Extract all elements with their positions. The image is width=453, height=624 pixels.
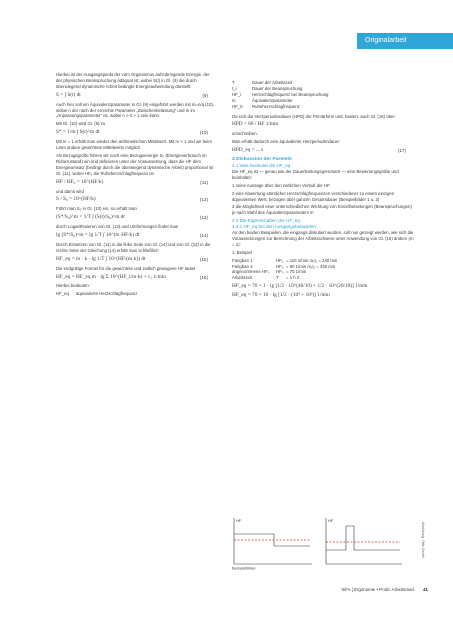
formula: S = ∫ S(t) dt bbox=[56, 91, 81, 98]
paragraph: Führt man S₀ in Gl. (10) ein, so erhält man bbox=[56, 206, 137, 212]
axis-label: HF bbox=[236, 518, 242, 523]
section-heading: 4 Diskussion der Formeln bbox=[232, 157, 292, 163]
symbol: HF_eq bbox=[56, 291, 69, 297]
level-line bbox=[326, 526, 400, 550]
subsection-heading: 4.2 Die Eigenschaften der HF_eq bbox=[232, 218, 300, 224]
formula: HPD_eq = ... s bbox=[232, 147, 264, 154]
equation-number: (10) bbox=[199, 130, 208, 136]
equation-17 bbox=[232, 148, 414, 154]
equation-number: (12) bbox=[199, 197, 208, 203]
example-title: 1. Beispiel bbox=[232, 249, 252, 255]
equation-13 bbox=[56, 215, 216, 221]
symbol: HF_i bbox=[232, 91, 242, 97]
equation-number: (16) bbox=[199, 274, 208, 280]
formula: HF_eq = HF_eq m · lg Σ 10^(HF_i/m·k) + c₁ 1/min bbox=[56, 273, 166, 280]
list-item: 3 die Möglichkeit einer unterschiedlichen Wichtung von Einzelbelastungen (Beanspruchungen) je nach Wahl des Äquivalenzparameters m bbox=[232, 204, 412, 216]
paragraph: Hierbei bedeuten: bbox=[56, 283, 90, 289]
formula: lg (S*/S₀)^m = lg 1/T ∫ 10^(m·HF/k) dt bbox=[56, 232, 140, 239]
example-symbol: HF₂ bbox=[276, 263, 284, 269]
definition: Äquivalenzparameter bbox=[252, 97, 293, 103]
equation-14 bbox=[56, 233, 216, 239]
paragraph: An den beiden Beispielen, die eingangs diskutiert wurden, soll nun gezeigt werden, wie sich die Voraussetzungen zur Berechnung der Arbeitsschwere unter Anwendung von Gl. (16) ändern (m = 1): bbox=[232, 230, 414, 247]
paragraph: Durch Einsetzen von Gl. (11) in die linke Seite von Gl. (14) und von Gl. (12) in die rechte Seite der Gleichung (14) erhält man schließlich bbox=[56, 241, 211, 253]
equation-12 bbox=[56, 197, 216, 203]
equation-number: (14) bbox=[199, 233, 208, 239]
example-label: angenommene HF₀ bbox=[232, 269, 270, 275]
equation-11 bbox=[56, 180, 216, 186]
paragraph: Als Bezugsgröße führen wir noch eine Bezugsenergie S₀ (Energieverbrauch im Ruhezustand) ein und definieren unter der Voraussetzung, dass die HF dem Energieumsatz (bedingt durch die überwiegend dynamische Arbeit) proportional ist Gl. (11), wobei HF₀ die Ruheherzschlagfrequenz ist bbox=[56, 152, 214, 176]
page-number: 41 bbox=[423, 587, 428, 592]
equation-number: (15) bbox=[199, 256, 208, 262]
example-figure bbox=[230, 514, 420, 570]
paragraph: Man erhält dadurch eine äquivalente Herzperiodendauer bbox=[232, 139, 340, 145]
paragraph: Mit m = 1 erhält man wieder den arithmetischen Mittelwert. Mit m > 1 und wir beim Lärm andere gewichtete Mittelwerte möglich. bbox=[56, 139, 212, 151]
list-item: 1 seine Aussage über den zeitlichen Verlauf der HF bbox=[232, 182, 330, 188]
subsection-heading: 4.2.1 HF_eq bei den Ausgangsbeispielen: bbox=[232, 224, 318, 230]
example-value: = 110 1/min m₁t₁ = 240 min bbox=[286, 257, 338, 263]
definition: Herzschlagfrequenz bei Beanspruchung bbox=[252, 91, 329, 97]
equation-9 bbox=[56, 93, 216, 99]
right-column bbox=[232, 80, 414, 302]
example-label: Arbeitszeit bbox=[232, 275, 253, 281]
section-badge: Originalarbeit bbox=[357, 33, 453, 49]
example-value: = 90 1/min m₁t₁ = 240 min bbox=[286, 263, 336, 269]
equation-example-2 bbox=[232, 293, 414, 299]
paragraph: Die HF_eq ist — genau wie der Dauerleistungsgrenzwert — eine Bewertungsgröße und beinhaltet: bbox=[232, 168, 399, 180]
equation-10 bbox=[56, 130, 216, 136]
formula: (S*/S₀)^m = 1/T ∫ (S(t)/S₀)^m dt bbox=[56, 214, 125, 221]
example-symbol: T bbox=[276, 275, 279, 281]
example-value: = 1 h 2 bbox=[286, 275, 300, 281]
figure-panel-right bbox=[326, 518, 402, 564]
equation-hpd bbox=[232, 122, 414, 128]
symbol: m bbox=[232, 97, 236, 103]
paragraph: Hierbei ist der Ausgangspunkt der vom Organismus aufzubringende Energie, der der physischen Beanspruchung adäquat ist, wobei S(t) in Gl. (9) die durch überwiegend dynamische Arbeit bedingte Energieaufwendung darstellt: bbox=[56, 72, 210, 89]
equation-number: (11) bbox=[200, 179, 208, 185]
paragraph: und damit wird bbox=[56, 188, 84, 194]
definition: Ruheherzschlagfrequenz bbox=[252, 103, 300, 109]
formula: HPD = 60 / HF 1/min bbox=[232, 121, 279, 128]
equation-15 bbox=[56, 257, 216, 263]
numbered-list bbox=[232, 183, 414, 217]
equation-number: (13) bbox=[199, 215, 208, 221]
example-row bbox=[232, 275, 414, 281]
axis-label: HF bbox=[328, 518, 334, 523]
formula: HF / HF₀ = 10^(HF/k) bbox=[56, 178, 104, 185]
paragraph: Da sich die Herzperiodendauer (HPD) der Primärform und, basiert, auch Gl. (16) über bbox=[232, 113, 395, 119]
example-value: = 70 1/min bbox=[286, 269, 307, 275]
formula: S* = 1/m ∫ S(t)^m dt bbox=[56, 129, 100, 136]
paragraph: Auch hier soll ein Äquivalenzparameter in Gl. (9) eingeführt werden mit m=n/q (10), wobei n der nach der erreichte Parameter „Zwischenbelastung“ und m im „Anpassungsparameter“ ist, wobei n > 0 > 1 sein kann. bbox=[56, 101, 214, 119]
formula: HF_eq = 70 + 1 · lg [1/2 · 10^(40/10) + 1/2 · 10^(20/10)] 1/min bbox=[232, 283, 368, 290]
equation-number: (17) bbox=[397, 148, 406, 154]
example-label: Fangban 2 bbox=[232, 263, 253, 269]
equation-number: (9) bbox=[202, 92, 208, 98]
formula: S / S₀ = 10^(HF/k) bbox=[56, 196, 96, 203]
paragraph: Die endgültige Formel für die gewichtete und zeitlich gewogene HF lautet bbox=[56, 265, 196, 271]
subsection-heading: 4.1 Was bedeutet die HF_eq bbox=[232, 162, 291, 168]
symbol: t_i bbox=[232, 85, 237, 91]
definition: Dauer der Arbeitszeit bbox=[252, 80, 293, 85]
example-symbol: HF₀ bbox=[276, 269, 284, 275]
formula: HF_eq = m · k · lg 1/T ∫ 10^(HF/(m·k)) dt bbox=[56, 255, 146, 262]
equation-example-1 bbox=[232, 284, 414, 290]
example-label: Fangban 1 bbox=[232, 257, 253, 263]
definition-row bbox=[56, 291, 216, 297]
figure-panel-left bbox=[234, 518, 312, 564]
definition: Dauer der Beanspruchung bbox=[252, 85, 303, 91]
list-item: 2 eine Abwertung sämtlicher Herzschlagfrequenzen verschiedener zu einem einzigen äquivalenten Wert, bezogen über ganzen Gesamtdauer (Beispielbilder 1 u. 2) bbox=[232, 190, 395, 202]
definition-row bbox=[232, 104, 414, 110]
paragraph: durch Logarithmieren von Gl. (13) und Umformungen findet man bbox=[56, 224, 179, 230]
symbol: T bbox=[232, 80, 235, 85]
symbol: HF_0 bbox=[232, 103, 243, 109]
definition: äquivalente Herzschlagfrequenz bbox=[76, 291, 138, 297]
formula: HF_eq = 70 + 10 · lg [1/2 · (10⁴ + 10²)] 1/min bbox=[232, 292, 330, 299]
journal-name: SiFA | Ergonomie • Probl. Arbeitsmed. bbox=[341, 587, 416, 592]
paragraph: Mit Gl. (10) wird Gl. (9) zu bbox=[56, 121, 106, 127]
paragraph: umschreiben. bbox=[232, 131, 258, 137]
page-footer bbox=[341, 587, 428, 592]
figure-caption: Beispielbilder bbox=[232, 565, 256, 570]
image-credit: Abbildung: Otto Gerich bbox=[421, 522, 425, 559]
example-symbol: HF₁ bbox=[276, 257, 284, 263]
equation-16 bbox=[56, 275, 216, 281]
left-column bbox=[56, 72, 216, 297]
